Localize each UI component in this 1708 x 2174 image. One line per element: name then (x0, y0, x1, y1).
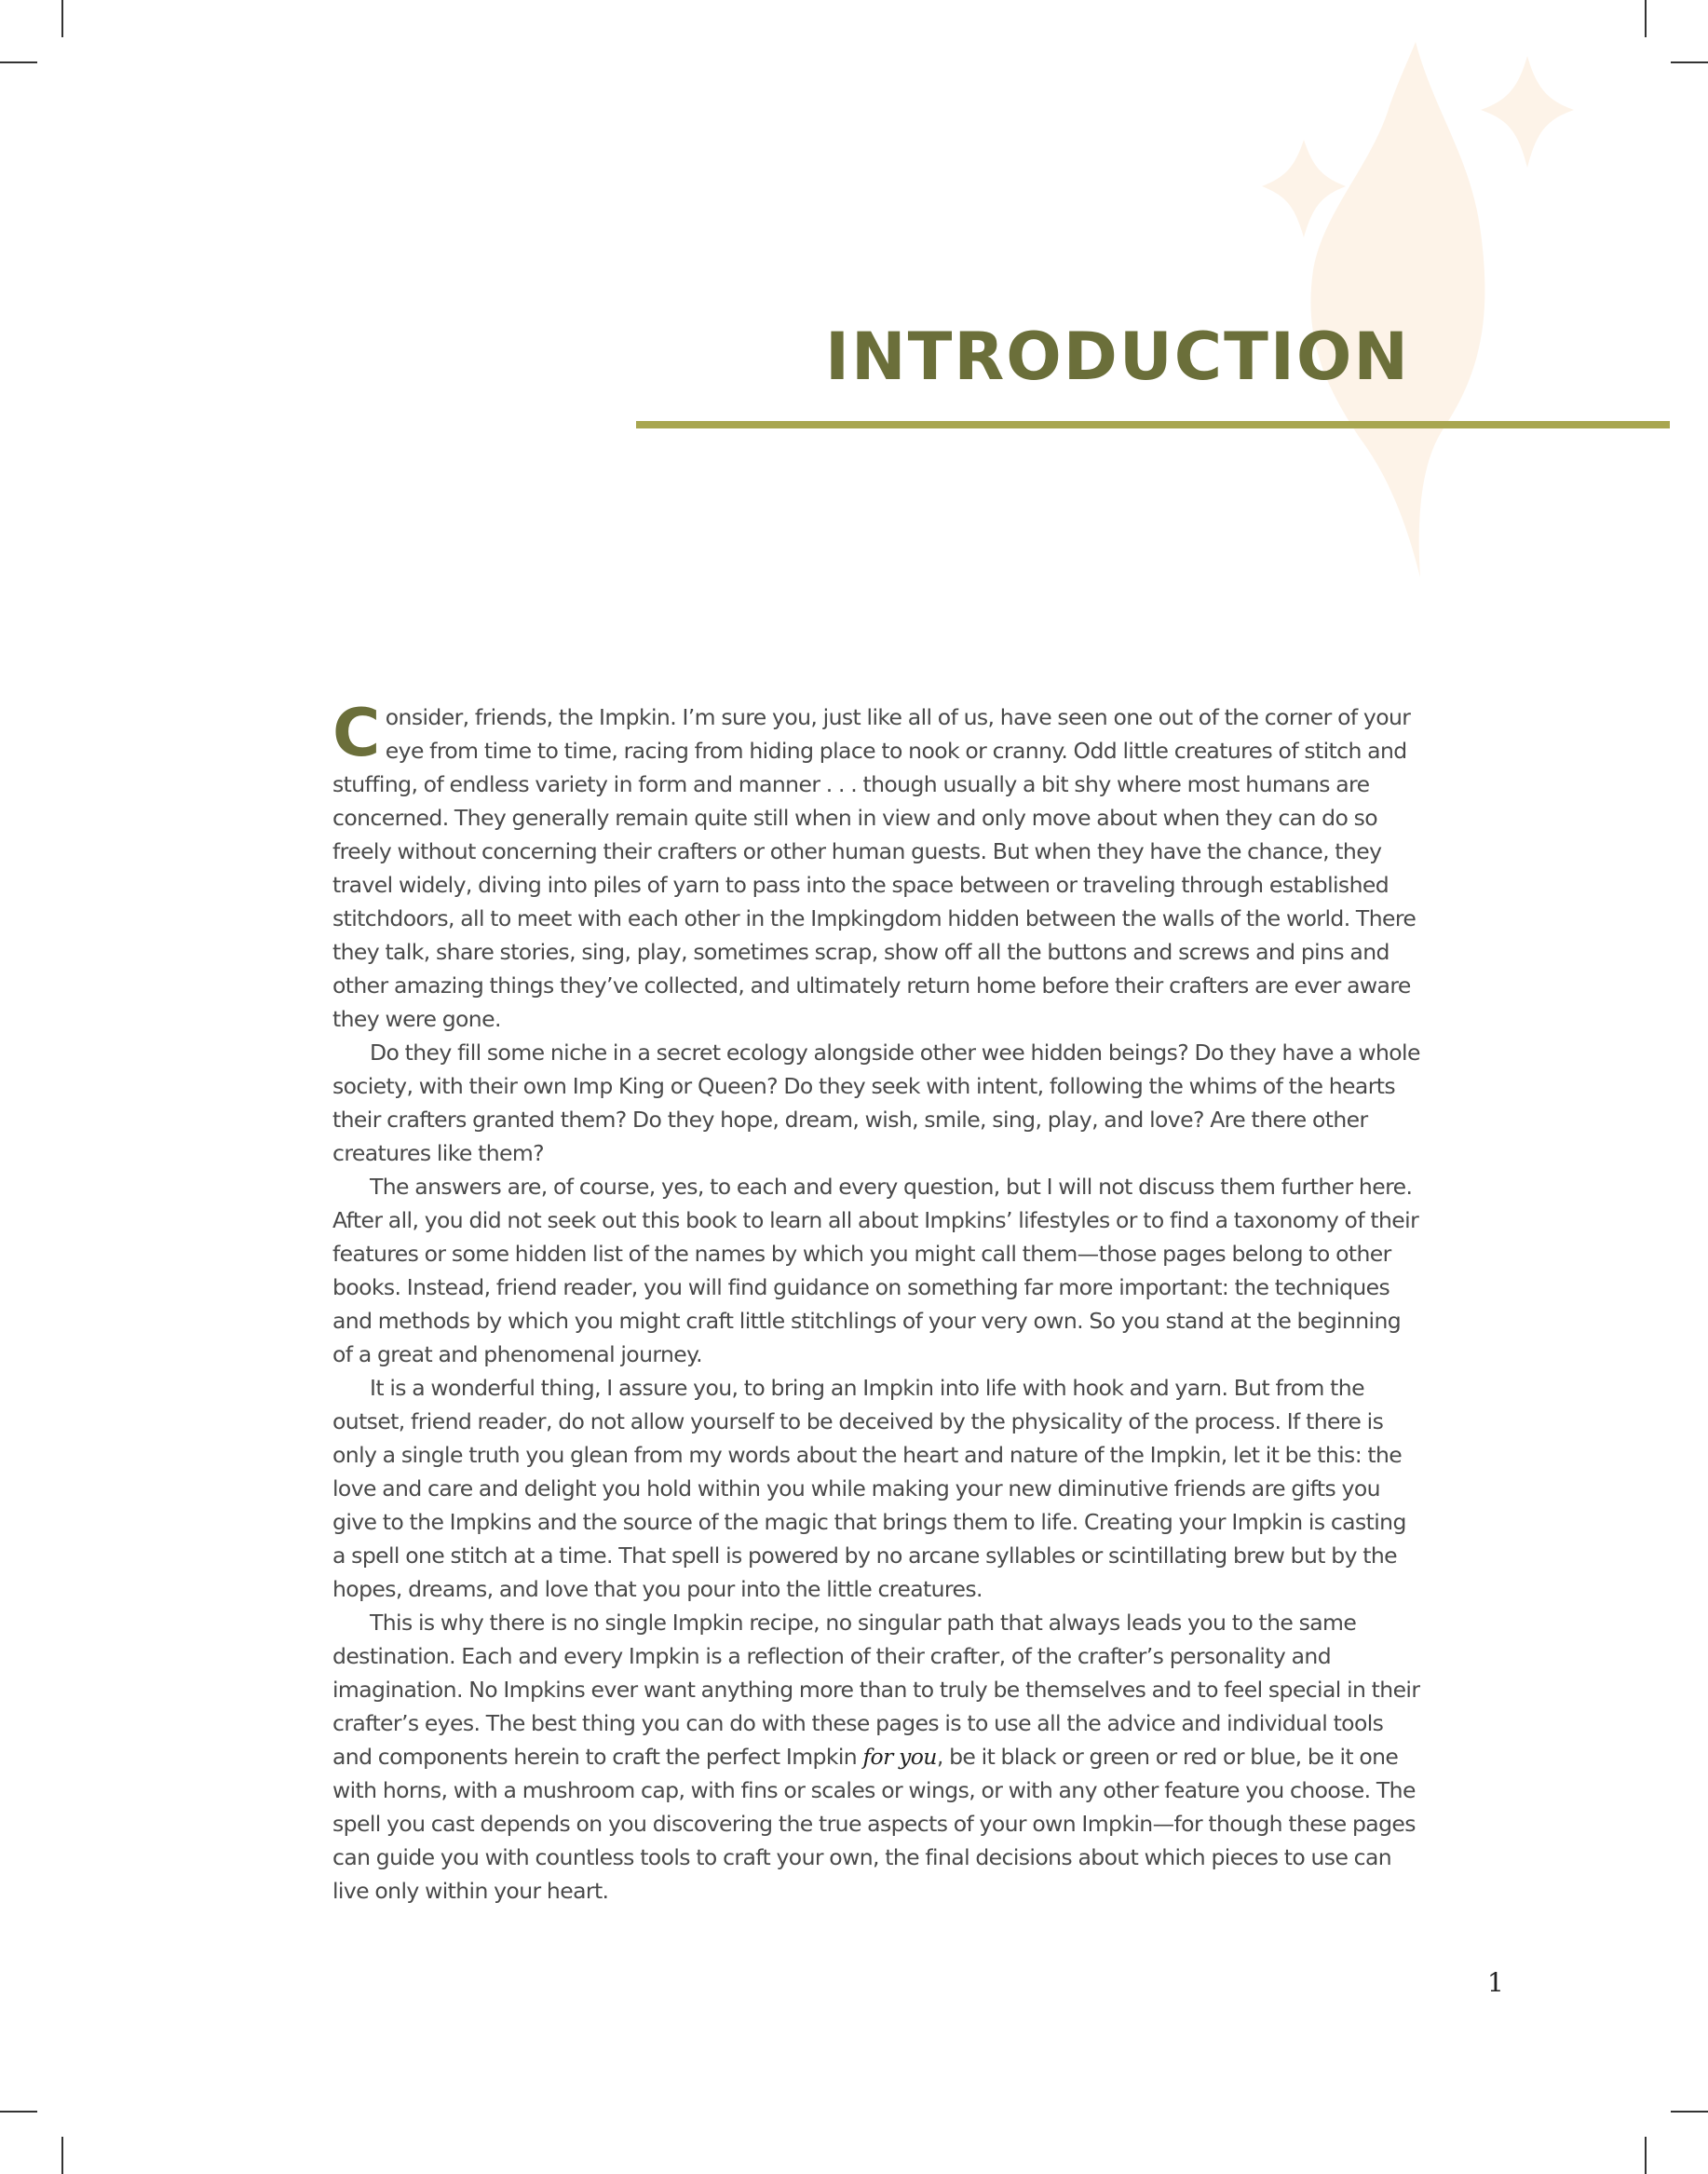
page-title: INTRODUCTION (825, 319, 1410, 395)
body-text (332, 695, 1424, 1908)
drop-cap: C (332, 695, 380, 771)
paragraph-2: Do they fill some niche in a secret ecology alongside other wee hidden beings? Do they have a whole society, with their own Imp King or Queen? Do they seek with intent, following the whims of the hearts their crafters granted them? Do they hope, dream, wish, smile, sing, play, and love? Are there other creatures like them? (332, 1039, 1420, 1166)
crop-mark-top-right-vertical (1645, 0, 1647, 37)
crop-mark-bottom-left-horizontal (0, 2111, 37, 2113)
crop-mark-top-left-horizontal (0, 61, 37, 63)
emphasis-for-you: for you (862, 1744, 937, 1770)
crop-mark-bottom-right-horizontal (1671, 2111, 1708, 2113)
title-underline (636, 421, 1670, 428)
paragraph-5-text-after: , be it black or green or red or blue, be it one with horns, with a mushroom cap, with fins or scales or wings, or with any other feature you choose. The spell you cast depends on you discovering the true aspects of your own Impkin—for though these pages can guide you with countless tools to craft your own, the final decisions about which pieces to use can live only within your heart. (332, 1744, 1416, 1904)
crop-mark-bottom-left-vertical (61, 2137, 63, 2174)
flame-decoration-icon (1248, 37, 1602, 596)
crop-mark-top-left-vertical (61, 0, 63, 37)
crop-mark-top-right-horizontal (1671, 61, 1708, 63)
paragraph-1-text: onsider, friends, the Impkin. I’m sure you, just like all of us, have seen one out of the corner of your eye from time to time, racing from hiding place to nook or cranny. Odd little creatures of stitch and stuffing, of endless variety in form and manner . . . though usually a bit shy where most humans are concerned. They generally remain quite still when in view and only move about when they can do so freely without concerning their crafters or other human guests. But when they have the chance, they travel widely, diving into piles of yarn to pass into the space between or traveling through established stitchdoors, all to meet with each other in the Impkingdom hidden between the walls of the world. There they talk, share stories, sing, play, sometimes scrap, show off all the buttons and screws and pins and other amazing things they’ve collected, and ultimately return home before their crafters are ever aware they were gone. (332, 704, 1417, 1032)
crop-mark-bottom-right-vertical (1645, 2137, 1647, 2174)
page-number: 1 (1487, 1967, 1504, 1998)
paragraph-5 (332, 1606, 1424, 1908)
paragraph-3: The answers are, of course, yes, to each and every question, but I will not discuss them further here. After all, you did not seek out this book to learn all about Impkins’ lifestyles or to find a taxonomy of their features or some hidden list of the names by which you might call them—those pages belong to other books. Instead, friend reader, you will find guidance on something far more important: the techniques and methods by which you might craft little stitchlings of your very own. So you stand at the beginning of a great and phenomenal journey. (332, 1174, 1419, 1367)
paragraph-5-text-before: This is why there is no single Impkin recipe, no singular path that always leads you to the same destination. Each and every Impkin is a reflection of their crafter, of the crafter’s personality and imagination. No Impkins ever want anything more than to truly be themselves and to feel special in their crafter’s eyes. The best thing you can do with these pages is to use all the advice and individual tools and components herein to craft the perfect Impkin (332, 1610, 1420, 1770)
paragraph-4: It is a wonderful thing, I assure you, to bring an Impkin into life with hook and yarn. But from the outset, friend reader, do not allow yourself to be deceived by the physicality of the process. If there is only a single truth you glean from my words about the heart and nature of the Impkin, let it be this: the love and care and delight you hold within you while making your new diminutive friends are gifts you give to the Impkins and the source of the magic that brings them to life. Creating your Impkin is casting a spell one stitch at a time. That spell is powered by no arcane syllables or scintillating brew but by the hopes, dreams, and love that you pour into the little creatures. (332, 1375, 1406, 1602)
paragraph-1 (332, 695, 1424, 1036)
